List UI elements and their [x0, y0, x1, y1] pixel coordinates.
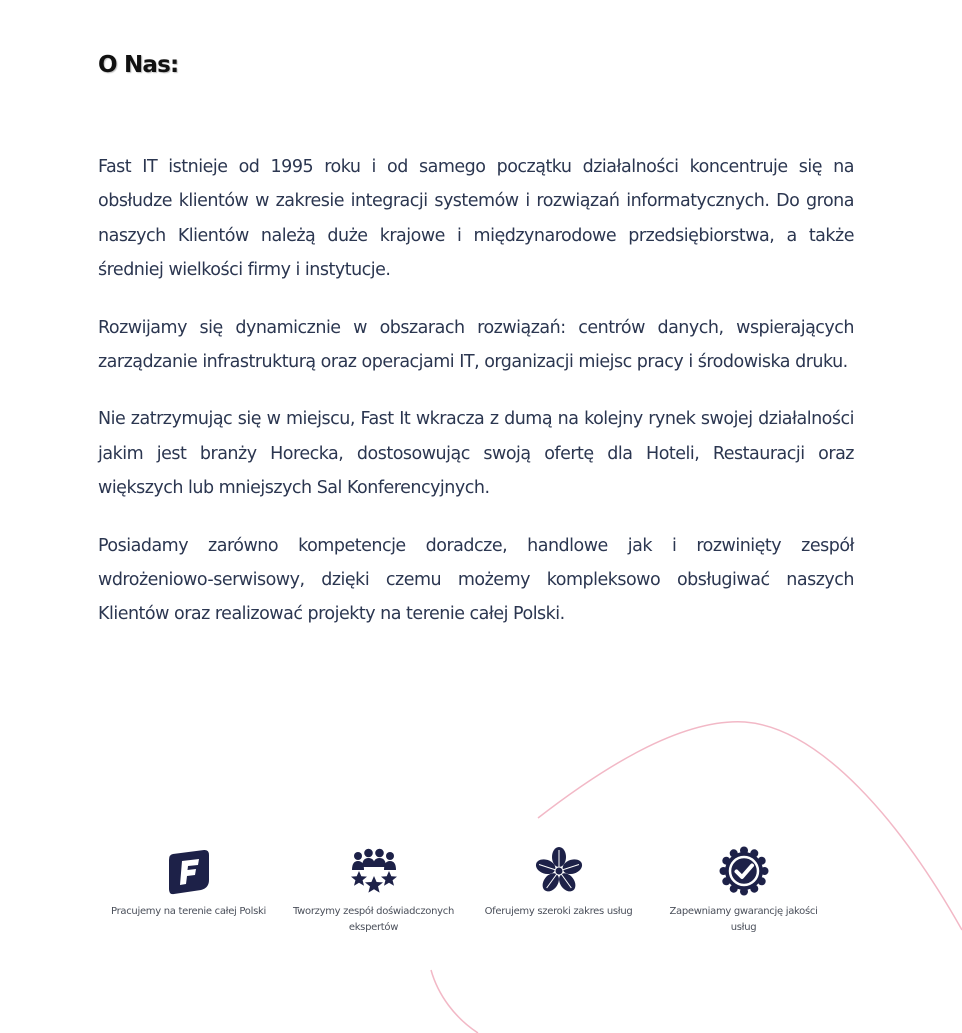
paragraph-competences: Posiadamy zarówno kompetencje doradcze, handlowe jak i rozwinięty zespół wdrożeniowo-serwisowy, dzięki czemu możemy kompleksowo obsługiwać naszych Klientów oraz realizować projekty na terenie całej Polski. — [98, 535, 854, 625]
feature-quality — [651, 846, 836, 936]
flower-icon — [534, 846, 584, 896]
feature-label: Pracujemy na terenie całej Polski — [111, 906, 266, 917]
feature-services — [466, 846, 651, 936]
feature-label: Tworzymy zespół doświadczonych ekspertów — [292, 906, 455, 933]
team-stars-icon — [349, 846, 399, 896]
paragraph-horeca: Nie zatrzymując się w miejscu, Fast It wkracza z dumą na kolejny rynek swojej działalności jakim jest branży Horecka, dostosowując swoją ofertę dla Hoteli, Restauracji oraz większych lub mniejszych Sal Konferencyjnych. — [98, 409, 854, 499]
page-title: O Nas: — [98, 52, 179, 78]
paragraph-history: Fast IT istnieje od 1995 roku i od samego początku działalności koncentruje się na obsłudze klientów w zakresie integracji systemów i rozwiązań informatycznych. Do grona naszych Klientów należą duże krajowe i międzynarodowe przedsiębiorstwa, a także średniej wielkości firmy i instytucje. — [98, 157, 854, 281]
feature-nationwide — [96, 846, 281, 936]
paragraph-development: Rozwijamy się dynamicznie w obszarach rozwiązań: centrów danych, wspierających zarządzanie infrastrukturą oraz operacjami IT, organizacji miejsc pracy i środowiska druku. — [98, 317, 854, 373]
feature-team — [281, 846, 466, 936]
feature-label: Oferujemy szeroki zakres usług — [484, 906, 633, 917]
about-content — [98, 150, 854, 655]
quality-badge-icon — [719, 846, 769, 896]
features-row — [96, 846, 838, 936]
feature-label: Zapewniamy gwarancję jakości usług — [669, 906, 818, 933]
fast-it-logo-icon — [164, 846, 214, 896]
